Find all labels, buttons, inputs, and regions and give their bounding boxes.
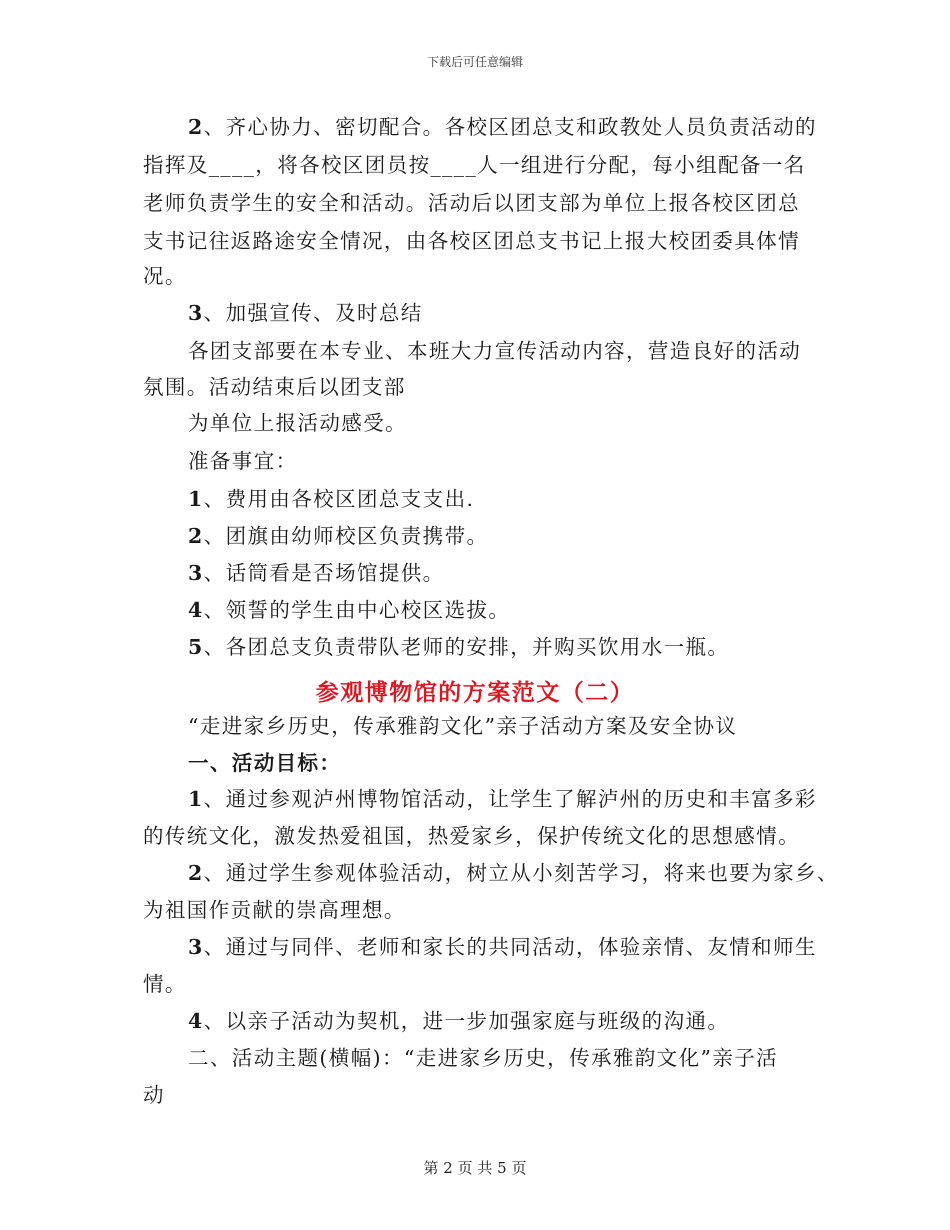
section-title: 参观博物馆的方案范文（二） bbox=[315, 679, 635, 706]
item-number: 5 bbox=[188, 635, 204, 659]
goal-3-line-1 bbox=[188, 937, 817, 958]
goal-2-line-2: 为祖国作贡献的崇高理想。 bbox=[143, 898, 406, 922]
paragraph-2-line-3: 老师负责学生的安全和活动。活动后以团支部为单位上报各校区团总 bbox=[143, 191, 800, 215]
item-text: 、团旗由幼师校区负责携带。 bbox=[203, 524, 489, 548]
item-number: 3 bbox=[188, 935, 204, 959]
paragraph-2-line-1 bbox=[188, 117, 817, 138]
theme-line-1: 二、活动主题(横幅)：“走进家乡历史，传承雅韵文化”亲子活 bbox=[188, 1046, 779, 1070]
paragraph-3-line-1: 各团支部要在本专业、本班大力宣传活动内容，营造良好的活动 bbox=[188, 339, 802, 363]
item-number: 4 bbox=[188, 598, 204, 622]
page-header: 下载后可任意编辑 bbox=[426, 55, 523, 69]
item-number: 2 bbox=[188, 115, 204, 139]
paragraph-text: 、齐心协力、密切配合。各校区团总支和政教处人员负责活动的 bbox=[203, 115, 817, 139]
paragraph-2-line-2: 指挥及____，将各校区团员按____人一组进行分配，每小组配备一名 bbox=[143, 153, 806, 177]
item-text: 、各团总支负责带队老师的安排，并购买饮用水一瓶。 bbox=[203, 635, 730, 659]
section-subtitle: “走进家乡历史，传承雅韵文化”亲子活动方案及安全协议 bbox=[188, 714, 738, 738]
goal-3-line-2: 情。 bbox=[143, 972, 187, 996]
paragraph-3-title bbox=[188, 303, 423, 324]
prep-item bbox=[188, 600, 510, 621]
theme-line-2: 动 bbox=[143, 1083, 165, 1107]
paragraph-text: 、以亲子活动为契机，进一步加强家庭与班级的沟通。 bbox=[203, 1009, 730, 1033]
paragraph-3-line-3: 为单位上报活动感受。 bbox=[188, 411, 407, 435]
item-number: 2 bbox=[188, 524, 204, 548]
item-text: 、费用由各校区团总支支出. bbox=[203, 487, 475, 511]
item-number: 1 bbox=[188, 787, 204, 811]
goal-1-line-1 bbox=[188, 789, 817, 810]
prep-item bbox=[188, 526, 488, 547]
paragraph-text: 、通过学生参观体验活动，树立从小刻苦学习，将来也要为家乡、 bbox=[203, 861, 839, 885]
paragraph-text: 、通过与同伴、老师和家长的共同活动，体验亲情、友情和师生 bbox=[203, 935, 817, 959]
paragraph-text: 、通过参观泸州博物馆活动，让学生了解泸州的历史和丰富多彩 bbox=[203, 787, 817, 811]
prep-title: 准备事宜： bbox=[188, 449, 298, 473]
paragraph-3-line-2: 氛围。活动结束后以团支部 bbox=[143, 375, 406, 399]
item-number: 2 bbox=[188, 861, 204, 885]
prep-item bbox=[188, 563, 445, 584]
paragraph-2-line-5: 况。 bbox=[143, 264, 187, 288]
goal-1-line-2: 的传统文化，激发热爱祖国，热爱家乡，保护传统文化的思想感情。 bbox=[143, 824, 800, 848]
page-footer: 第 2 页 共 5 页 bbox=[423, 1159, 527, 1177]
paragraph-text: 、加强宣传、及时总结 bbox=[203, 301, 423, 325]
item-text: 、领誓的学生由中心校区选拔。 bbox=[203, 598, 511, 622]
goal-heading: 一、活动目标： bbox=[188, 751, 342, 775]
goal-2-line-1 bbox=[188, 863, 839, 884]
goal-4-line-1 bbox=[188, 1011, 729, 1032]
item-number: 4 bbox=[188, 1009, 204, 1033]
prep-item bbox=[188, 637, 729, 658]
item-text: 、话筒看是否场馆提供。 bbox=[203, 561, 445, 585]
paragraph-2-line-4: 支书记往返路途安全情况，由各校区团总支书记上报大校团委具体情 bbox=[143, 229, 800, 253]
prep-item bbox=[188, 489, 474, 510]
item-number: 3 bbox=[188, 561, 204, 585]
item-number: 1 bbox=[188, 487, 204, 511]
item-number: 3 bbox=[188, 301, 204, 325]
